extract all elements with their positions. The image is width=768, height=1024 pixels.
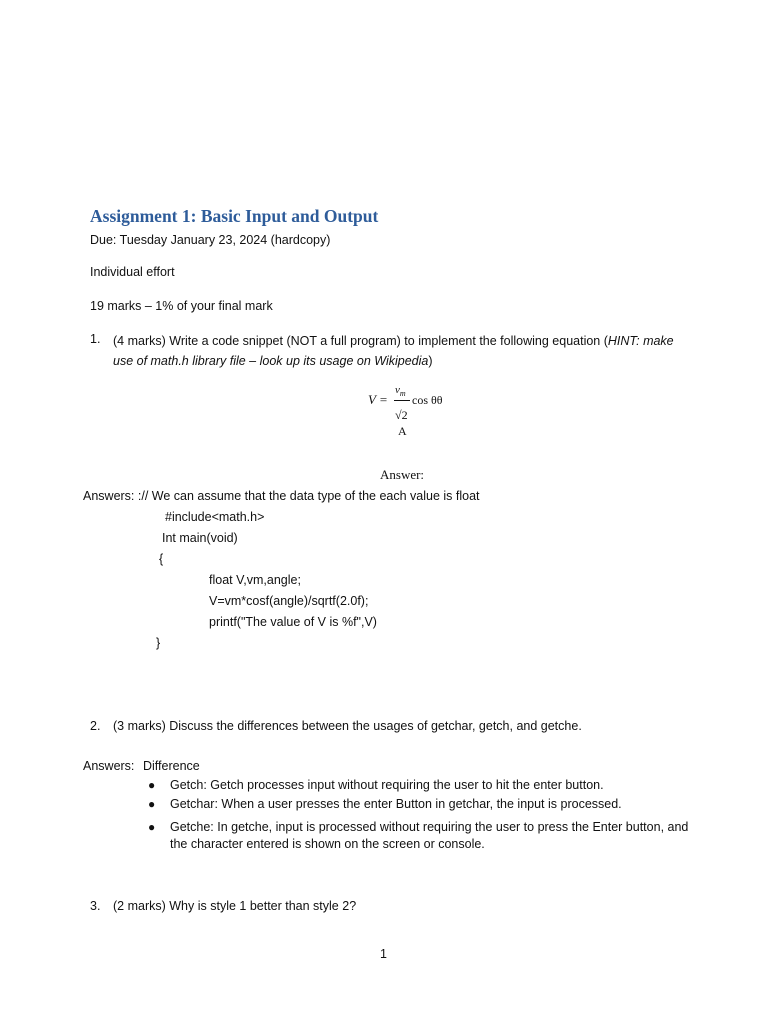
q1-hint: HINT: make use of math.h library file – look up its usage on Wikipedia (113, 334, 674, 368)
equation-num-sub: m (399, 389, 406, 399)
q1-close: ) (428, 354, 433, 368)
code-line-printf: printf("The value of V is %f",V) (209, 615, 377, 629)
assignment-title: Assignment 1: Basic Input and Output (90, 206, 379, 226)
code-line-close-brace: } (156, 636, 161, 650)
q1-number: 1. (90, 332, 101, 346)
code-line-include: #include<math.h> (165, 510, 265, 524)
due-date: Due: Tuesday January 23, 2024 (hardcopy) (90, 233, 331, 247)
answers2-heading: Difference (143, 759, 200, 773)
answer-heading: Answer: (380, 467, 425, 482)
equation-num-var: v (395, 384, 400, 396)
code-line-main: Int main(void) (162, 531, 238, 545)
equation-lhs: V = (368, 392, 388, 407)
q3-text: (2 marks) Why is style 1 better than style 2? (113, 899, 357, 913)
equation-trig: cos θθ (412, 393, 443, 407)
equation-unit: A (398, 424, 407, 438)
q1-text (113, 331, 683, 371)
bullet-dot-3: ● (148, 820, 156, 834)
equation-numerator (395, 384, 406, 398)
q3-number: 3. (90, 899, 101, 913)
bullet-getchar: Getchar: When a user presses the enter Button in getchar, the input is processed. (170, 797, 622, 811)
code-line-compute: V=vm*cosf(angle)/sqrtf(2.0f); (209, 594, 369, 608)
bullet-dot-2: ● (148, 797, 156, 811)
answers1-intro: Answers: :// We can assume that the data type of the each value is float (83, 489, 480, 503)
bullet-dot-1: ● (148, 778, 156, 792)
q1-plain: (4 marks) Write a code snippet (NOT a full program) to implement the following equation ( (113, 334, 608, 348)
bullet-getch: Getch: Getch processes input without requiring the user to hit the enter button. (170, 778, 604, 792)
effort-line: Individual effort (90, 265, 175, 279)
bullet-getche: Getche: In getche, input is processed without requiring the user to press the Enter button, and the character entered is shown on the screen or console. (170, 820, 689, 851)
equation-denominator: √2 (395, 408, 408, 422)
code-line-open-brace: { (159, 552, 164, 566)
marks-line: 19 marks – 1% of your final mark (90, 299, 273, 313)
code-line-declare: float V,vm,angle; (209, 573, 301, 587)
page-number: 1 (380, 947, 387, 961)
answers2-label: Answers: (83, 759, 135, 773)
q2-number: 2. (90, 719, 101, 733)
q2-text: (3 marks) Discuss the differences between the usages of getchar, getch, and getche. (113, 719, 582, 733)
fraction-bar (394, 400, 410, 401)
